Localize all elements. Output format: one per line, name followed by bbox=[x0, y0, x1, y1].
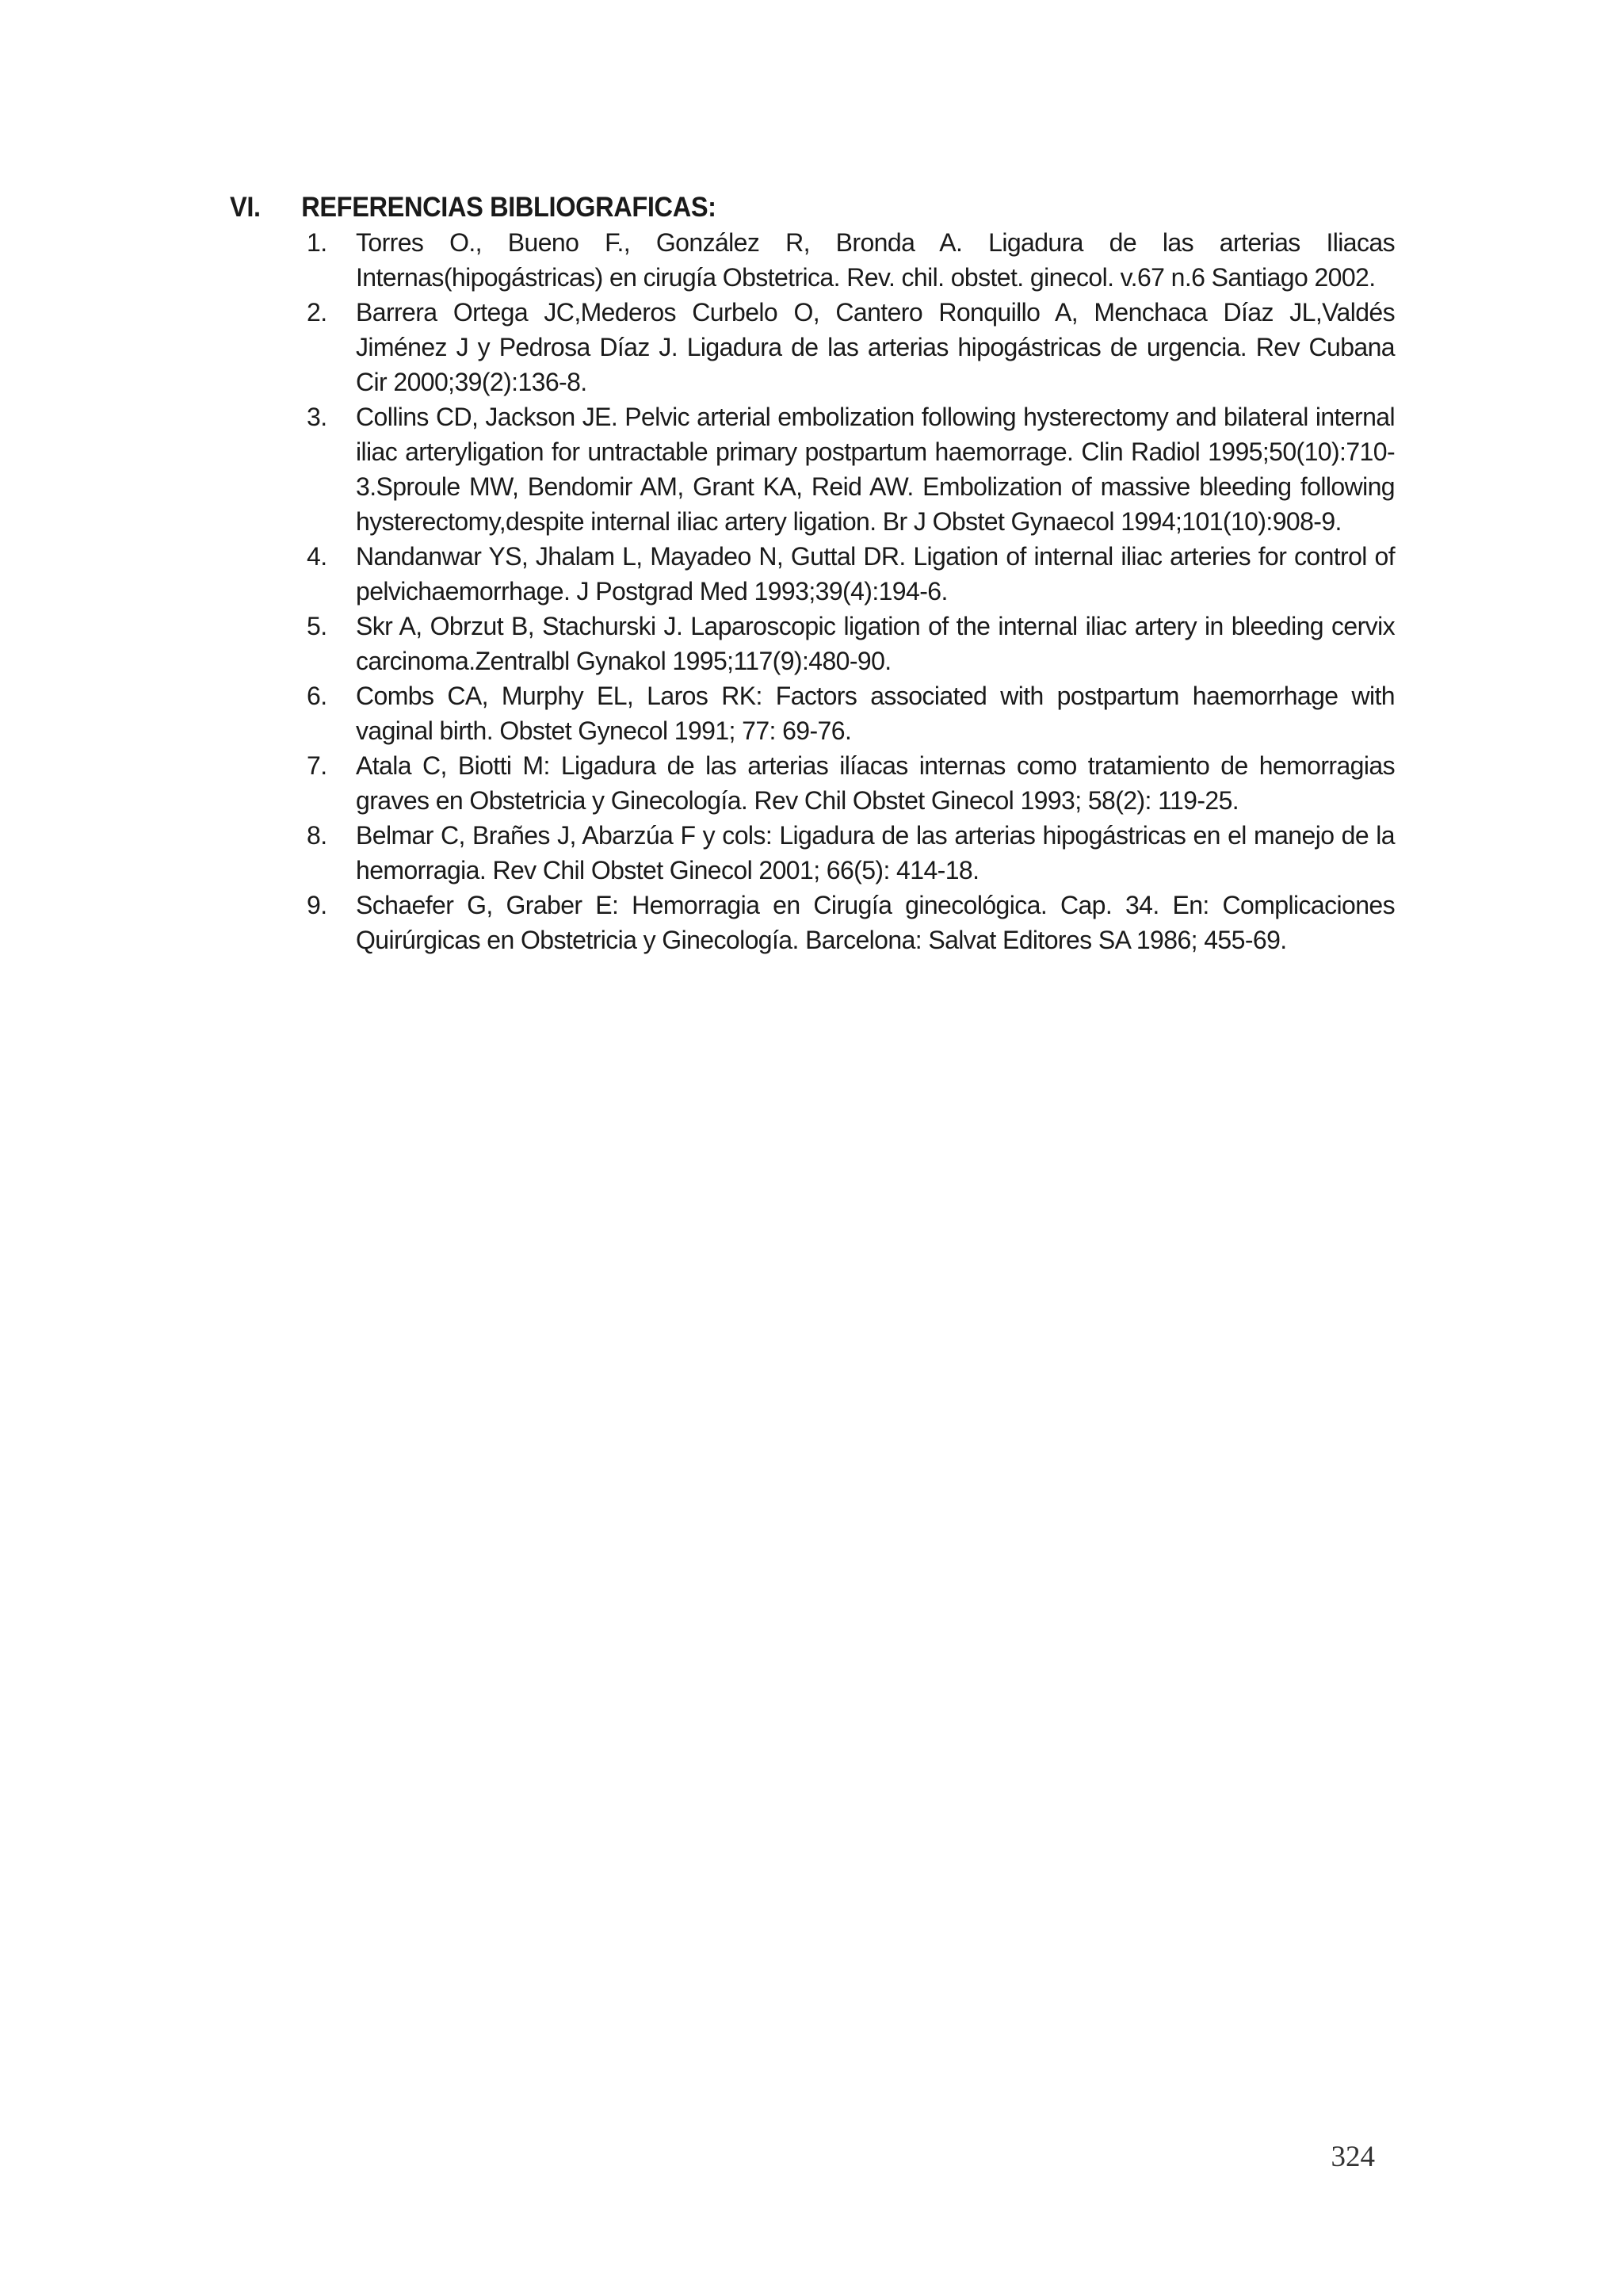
reference-number: 7. bbox=[307, 751, 327, 780]
reference-item bbox=[307, 539, 1395, 609]
reference-item bbox=[307, 818, 1395, 888]
reference-text: Belmar C, Brañes J, Abarzúa F y cols: Ligadura de las arterias hipogástricas en el manejo de la hemorragia. Rev Chil Obstet Ginecol 2001; 66(5): 414-18. bbox=[356, 821, 1395, 884]
page-number: 324 bbox=[1331, 2141, 1375, 2173]
reference-text: Collins CD, Jackson JE. Pelvic arterial embolization following hysterectomy and bilateral internal iliac arteryligation for untractable primary postpartum haemorrage. Clin Radiol 1995;50(10):710-3.Sproule MW, Bendomir AM, Grant KA, Reid AW. Embolization of massive bleeding following hysterectomy,despite internal iliac artery ligation. Br J Obstet Gynaecol 1994;101(10):908-9. bbox=[356, 403, 1395, 536]
reference-item bbox=[307, 748, 1395, 818]
reference-text: Skr A, Obrzut B, Stachurski J. Laparoscopic ligation of the internal iliac artery in bleeding cervix carcinoma.Zentralbl Gynakol 1995;117(9):480-90. bbox=[356, 612, 1395, 675]
reference-number: 5. bbox=[307, 612, 327, 640]
reference-item bbox=[307, 888, 1395, 957]
reference-number: 9. bbox=[307, 891, 327, 919]
reference-text: Torres O., Bueno F., González R, Bronda A. Ligadura de las arterias Iliacas Internas(hipogástricas) en cirugía Obstetrica. Rev. chil. obstet. ginecol. v.67 n.6 Santiago 2002. bbox=[356, 228, 1395, 292]
reference-text: Barrera Ortega JC,Mederos Curbelo O, Cantero Ronquillo A, Menchaca Díaz JL,Valdés Jiménez J y Pedrosa Díaz J. Ligadura de las arterias hipogástricas de urgencia. Rev Cubana Cir 2000;39(2):136-8. bbox=[356, 298, 1395, 396]
reference-text: Atala C, Biotti M: Ligadura de las arterias ilíacas internas como tratamiento de hemorragias graves en Obstetricia y Ginecología. Rev Chil Obstet Ginecol 1993; 58(2): 119-25. bbox=[356, 751, 1395, 815]
reference-number: 1. bbox=[307, 228, 327, 257]
section-numeral: VI. bbox=[230, 192, 261, 223]
reference-item bbox=[307, 225, 1395, 295]
reference-item bbox=[307, 295, 1395, 399]
reference-item bbox=[307, 678, 1395, 748]
reference-text: Combs CA, Murphy EL, Laros RK: Factors associated with postpartum haemorrhage with vaginal birth. Obstet Gynecol 1991; 77: 69-76. bbox=[356, 682, 1395, 745]
reference-item bbox=[307, 609, 1395, 678]
reference-number: 2. bbox=[307, 298, 327, 327]
references-section bbox=[230, 190, 1395, 957]
reference-number: 3. bbox=[307, 403, 327, 431]
reference-number: 4. bbox=[307, 542, 327, 571]
reference-text: Schaefer G, Graber E: Hemorragia en Cirugía ginecológica. Cap. 34. En: Complicaciones Quirúrgicas en Obstetricia y Ginecología. Barcelona: Salvat Editores SA 1986; 455-69. bbox=[356, 891, 1395, 954]
reference-item bbox=[307, 399, 1395, 539]
reference-number: 8. bbox=[307, 821, 327, 850]
reference-text: Nandanwar YS, Jhalam L, Mayadeo N, Guttal DR. Ligation of internal iliac arteries for control of pelvichaemorrhage. J Postgrad Med 1993;39(4):194-6. bbox=[356, 542, 1395, 606]
section-title: REFERENCIAS BIBLIOGRAFICAS: bbox=[301, 192, 716, 223]
reference-list bbox=[307, 225, 1395, 957]
reference-number: 6. bbox=[307, 682, 327, 710]
section-heading bbox=[230, 190, 1313, 225]
